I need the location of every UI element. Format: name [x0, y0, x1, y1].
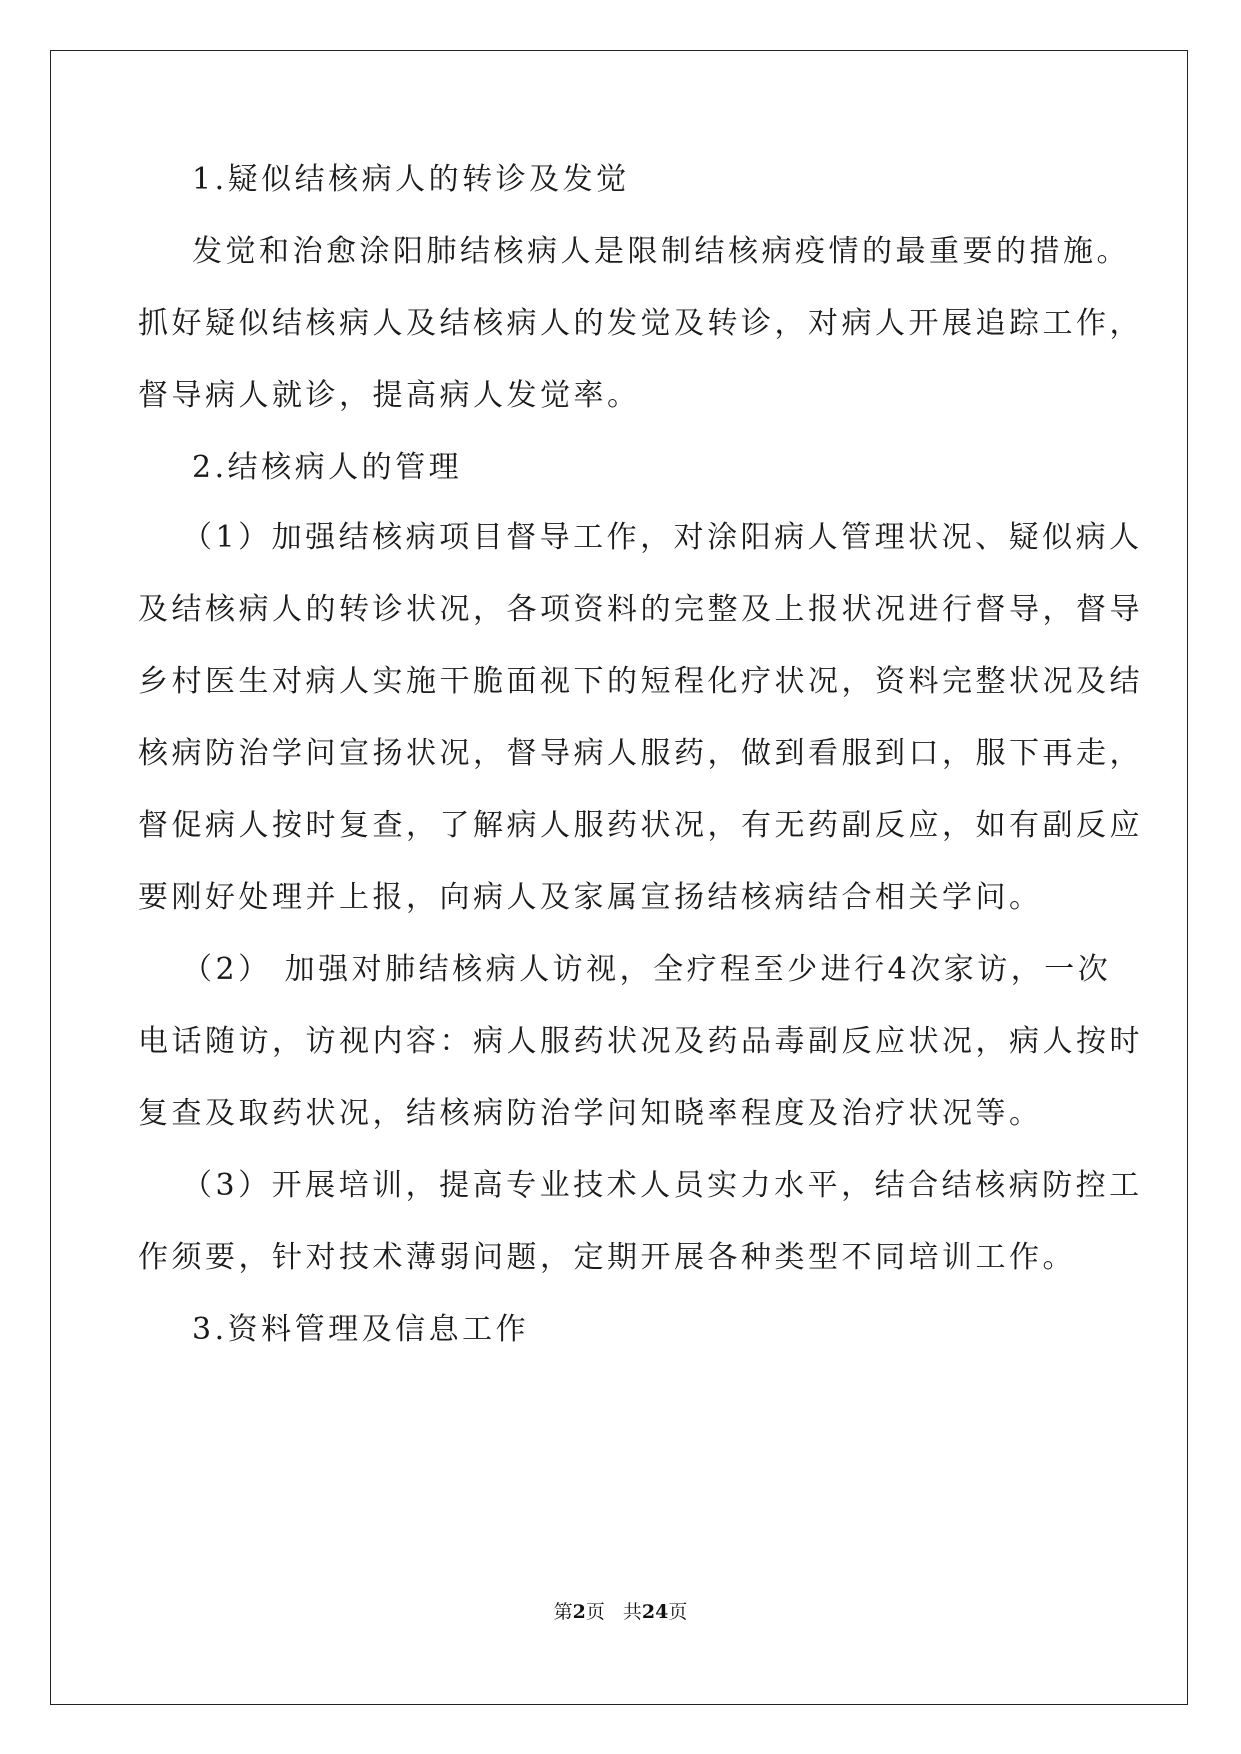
paragraph-line: （3）开展培训，提高专业技术人员实力水平，结合结核病防控工	[182, 1168, 1143, 1203]
total-prefix: 共	[622, 1601, 642, 1623]
section-heading-2: 2.结核病人的管理	[192, 450, 463, 485]
paragraph-line: 抓好疑似结核病人及结核病人的发觉及转诊，对病人开展追踪工作，	[138, 306, 1143, 341]
total-pages: 24	[641, 1601, 669, 1623]
page-footer	[0, 1597, 1241, 1624]
paragraph-line: 复查及取药状况，结核病防治学问知晓率程度及治疗状况等。	[138, 1096, 1043, 1131]
total-suffix: 页	[668, 1601, 688, 1623]
paragraph-line: 乡村医生对病人实施干脆面视下的短程化疗状况，资料完整状况及结	[138, 664, 1143, 699]
paragraph-line: （1）加强结核病项目督导工作，对涂阳病人管理状况、疑似病人	[182, 520, 1143, 555]
paragraph-line: 督导病人就诊，提高病人发觉率。	[138, 378, 641, 413]
section-heading-3: 3.资料管理及信息工作	[192, 1312, 530, 1347]
paragraph-line: 电话随访，访视内容：病人服药状况及药品毒副反应状况，病人按时	[138, 1024, 1143, 1059]
page-prefix: 第	[553, 1601, 573, 1623]
paragraph-line: 发觉和治愈涂阳肺结核病人是限制结核病疫情的最重要的措施。	[192, 234, 1130, 269]
paragraph-line: 督促病人按时复查，了解病人服药状况，有无药副反应，如有副反应	[138, 808, 1143, 843]
page-number: 2	[572, 1601, 586, 1623]
paragraph-line: 及结核病人的转诊状况，各项资料的完整及上报状况进行督导，督导	[138, 592, 1143, 627]
paragraph-line: 要刚好处理并上报，向病人及家属宣扬结核病结合相关学问。	[138, 880, 1043, 915]
section-heading-1: 1.疑似结核病人的转诊及发觉	[192, 162, 630, 197]
paragraph-line: （2） 加强对肺结核病人访视，全疗程至少进行4次家访，一次	[182, 952, 1112, 987]
paragraph-line: 作须要，针对技术薄弱问题，定期开展各种类型不同培训工作。	[138, 1240, 1076, 1275]
page-suffix: 页	[585, 1601, 605, 1623]
paragraph-line: 核病防治学问宣扬状况，督导病人服药，做到看服到口，服下再走，	[138, 736, 1143, 771]
